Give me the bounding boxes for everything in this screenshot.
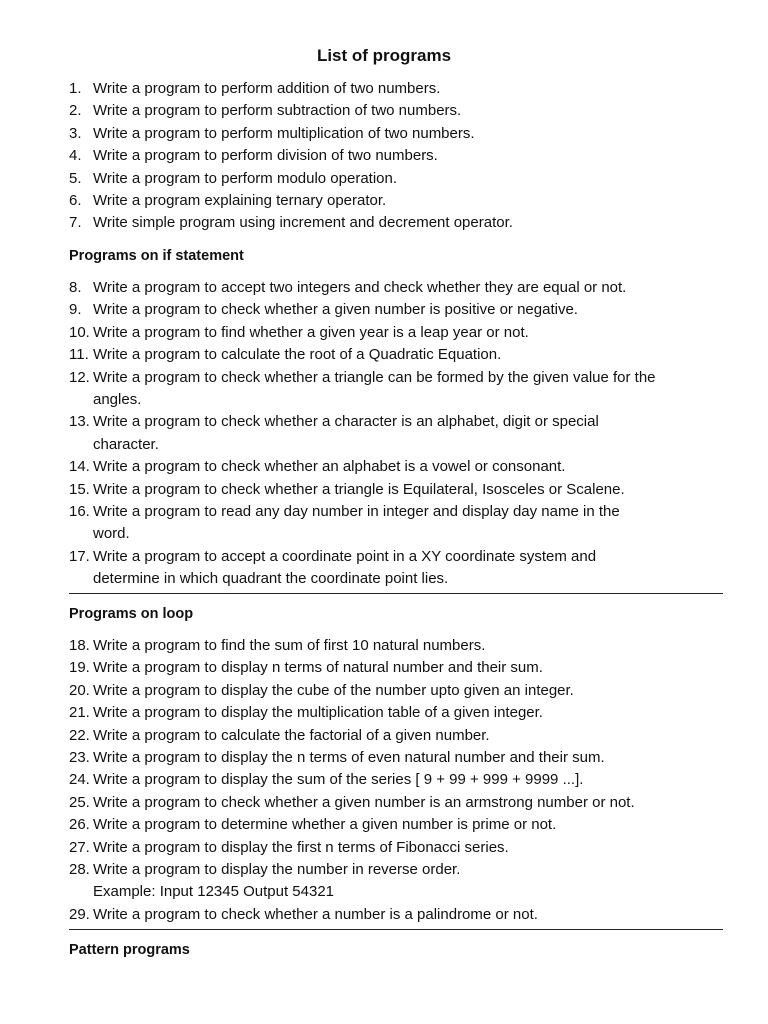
item-number: 20.	[69, 681, 90, 699]
item-text: determine in which quadrant the coordinate point lies.	[93, 570, 449, 588]
item-text: Write a program to determine whether a given number is prime or not.	[93, 816, 557, 834]
item-text: Write a program to check whether a character is an alphabet, digit or special	[93, 413, 599, 431]
item-text: Write a program to perform addition of two numbers.	[93, 80, 441, 97]
item-text: Write a program to display the cube of the number upto given an integer.	[93, 681, 574, 699]
list-item	[69, 837, 729, 859]
item-text: Write a program to check whether an alphabet is a vowel or consonant.	[93, 458, 566, 476]
section-basic-programs	[69, 78, 729, 235]
item-number: 28.	[69, 861, 90, 879]
item-number: 17.	[69, 547, 90, 565]
item-number: 24.	[69, 771, 90, 789]
page-title: List of programs	[316, 46, 452, 65]
item-number: 2.	[69, 102, 82, 120]
list-item	[69, 792, 729, 814]
item-text: Write a program to check whether a given number is an armstrong number or not.	[93, 793, 635, 811]
section-heading: Programs on loop	[69, 606, 194, 622]
list-item	[69, 479, 729, 501]
item-text: Write a program to calculate the root of a Quadratic Equation.	[93, 346, 502, 364]
item-text: Write a program explaining ternary operator.	[93, 192, 387, 210]
list-item	[69, 657, 729, 679]
item-number: 22.	[69, 726, 90, 744]
list-item	[69, 680, 729, 702]
item-number: 26.	[69, 816, 90, 834]
section-loop-list	[69, 635, 729, 926]
item-text: Write a program to check whether a number is a palindrome or not.	[93, 905, 538, 923]
item-text: Write a program to perform division of two numbers.	[93, 147, 438, 165]
item-number: 23.	[69, 749, 90, 767]
list-item	[69, 168, 729, 190]
item-number: 29.	[69, 905, 90, 923]
list-item	[69, 747, 729, 769]
item-number: 25.	[69, 793, 90, 811]
item-text: Write a program to find whether a given year is a leap year or not.	[93, 323, 529, 341]
item-text: Write a program to display the sum of the series [ 9 + 99 + 999 + 9999 ...].	[93, 771, 584, 789]
list-item	[69, 100, 729, 122]
item-text: Write a program to perform modulo operation.	[93, 169, 398, 187]
section-if-statement-list	[69, 277, 729, 591]
list-item	[69, 635, 729, 657]
list-item	[69, 501, 729, 546]
list-item	[69, 277, 729, 299]
item-text: Write a program to calculate the factorial of a given number.	[93, 726, 490, 744]
item-text: Write a program to check whether a given number is positive or negative.	[93, 301, 578, 319]
item-text: Example: Input 12345 Output 54321	[93, 883, 335, 901]
item-number: 14.	[69, 458, 90, 476]
item-number: 15.	[69, 480, 90, 498]
list-item	[69, 123, 729, 145]
list-item	[69, 145, 729, 167]
program-list	[69, 277, 729, 591]
item-number: 1.	[69, 80, 82, 97]
item-number: 12.	[69, 368, 90, 386]
item-text: Write a program to display the first n terms of Fibonacci series.	[93, 838, 509, 856]
section-loop	[69, 604, 729, 624]
program-list	[69, 635, 729, 926]
section-heading: Pattern programs	[69, 942, 190, 958]
list-item	[69, 456, 729, 478]
item-number: 18.	[69, 637, 90, 654]
item-number: 11.	[69, 346, 89, 364]
item-number: 6.	[69, 192, 82, 210]
item-number: 9.	[69, 301, 82, 319]
item-number: 3.	[69, 124, 82, 142]
list-item	[69, 546, 729, 591]
section-heading: Programs on if statement	[69, 248, 244, 264]
item-text: Write a program to display n terms of natural number and their sum.	[93, 659, 543, 677]
item-text: character.	[93, 435, 159, 453]
section-divider	[69, 593, 723, 594]
item-text: angles.	[93, 391, 142, 409]
list-item	[69, 78, 729, 100]
item-text: Write a program to find the sum of first 10 natural numbers.	[93, 637, 486, 654]
item-text: Write a program to perform subtraction of two numbers.	[93, 102, 462, 120]
item-text: Write a program to check whether a triangle can be formed by the given value for the	[93, 368, 656, 386]
item-number: 8.	[69, 279, 82, 296]
section-divider	[69, 929, 723, 930]
item-text: Write a program to accept two integers and check whether they are equal or not.	[93, 279, 627, 296]
section-pattern-programs	[69, 940, 729, 960]
item-number: 5.	[69, 169, 82, 187]
item-text: Write a program to display the multiplication table of a given integer.	[93, 704, 543, 722]
item-number: 27.	[69, 838, 90, 856]
list-item	[69, 322, 729, 344]
program-list	[69, 78, 729, 235]
item-text: Write a program to display the number in reverse order.	[93, 861, 461, 879]
list-item	[69, 212, 729, 234]
list-item	[69, 411, 729, 456]
item-number: 16.	[69, 503, 90, 521]
list-item	[69, 725, 729, 747]
section-if-statement	[69, 246, 729, 266]
list-item	[69, 344, 729, 366]
item-text: Write a program to accept a coordinate point in a XY coordinate system and	[93, 547, 597, 565]
list-item	[69, 367, 729, 412]
list-item	[69, 190, 729, 212]
item-number: 10.	[69, 323, 90, 341]
list-item	[69, 904, 729, 926]
item-text: Write a program to read any day number in integer and display day name in the	[93, 503, 620, 521]
item-number: 19.	[69, 659, 90, 677]
item-number: 7.	[69, 214, 82, 232]
item-number: 21.	[69, 704, 90, 722]
item-text: Write a program to display the n terms of even natural number and their sum.	[93, 749, 605, 767]
item-text: Write a program to perform multiplication of two numbers.	[93, 124, 475, 142]
item-text: Write a program to check whether a triangle is Equilateral, Isosceles or Scalene.	[93, 480, 625, 498]
list-item	[69, 702, 729, 724]
list-item	[69, 814, 729, 836]
item-text: Write simple program using increment and decrement operator.	[93, 214, 513, 232]
list-item	[69, 299, 729, 321]
list-item	[69, 769, 729, 791]
item-number: 13.	[69, 413, 90, 431]
item-text: word.	[93, 525, 130, 543]
item-number: 4.	[69, 147, 82, 165]
list-item	[69, 859, 729, 904]
